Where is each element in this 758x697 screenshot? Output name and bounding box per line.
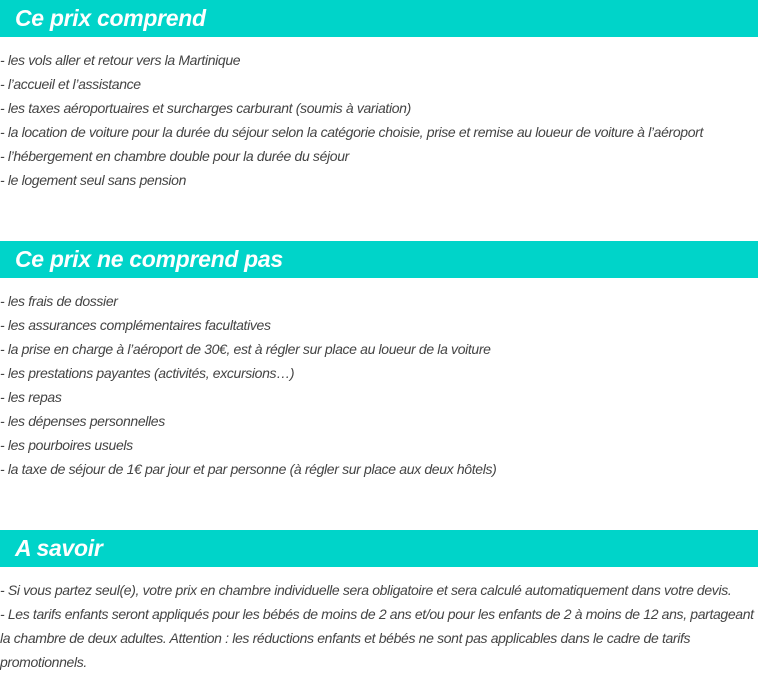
section-header-not-included: [0, 241, 758, 278]
list-item: - les frais de dossier: [0, 293, 118, 309]
section-title: A savoir: [15, 535, 103, 561]
list-item: - la prise en charge à l’aéroport de 30€, est à régler sur place au loueur de la voiture: [0, 341, 491, 357]
list-item: - la taxe de séjour de 1€ par jour et par personne (à régler sur place aux deux hôtels): [0, 461, 497, 477]
not-included-list: [0, 289, 758, 481]
section-title: Ce prix ne comprend pas: [15, 246, 283, 272]
included-list: [0, 48, 758, 192]
list-item: - les vols aller et retour vers la Martinique: [0, 52, 241, 68]
section-header-good-to-know: [0, 530, 758, 567]
info-paragraph: - Les tarifs enfants seront appliqués pour les bébés de moins de 2 ans et/ou pour les enfants de 2 à moins de 12 ans, partageant la chambre de deux adultes. Attention : les réductions enfants et bébés ne sont pas applicables dans le cadre de tarifs promotionnels.: [0, 606, 754, 670]
list-item: - les taxes aéroportuaires et surcharges carburant (soumis à variation): [0, 100, 411, 116]
info-paragraph: - Si vous partez seul(e), votre prix en chambre individuelle sera obligatoire et sera calculé automatiquement dans votre devis.: [0, 582, 732, 598]
list-item: - les prestations payantes (activités, excursions…): [0, 365, 295, 381]
list-item: - l’accueil et l’assistance: [0, 76, 141, 92]
good-to-know-text: [0, 578, 758, 674]
list-item: - les pourboires usuels: [0, 437, 133, 453]
list-item: - la location de voiture pour la durée du séjour selon la catégorie choisie, prise et remise au loueur de voiture à l’aéroport: [0, 124, 703, 140]
section-title: Ce prix comprend: [15, 5, 206, 31]
list-item: - l’hébergement en chambre double pour la durée du séjour: [0, 148, 349, 164]
list-item: - les assurances complémentaires facultatives: [0, 317, 271, 333]
list-item: - les repas: [0, 389, 62, 405]
section-header-included: [0, 0, 758, 37]
list-item: - le logement seul sans pension: [0, 172, 187, 188]
list-item: - les dépenses personnelles: [0, 413, 165, 429]
